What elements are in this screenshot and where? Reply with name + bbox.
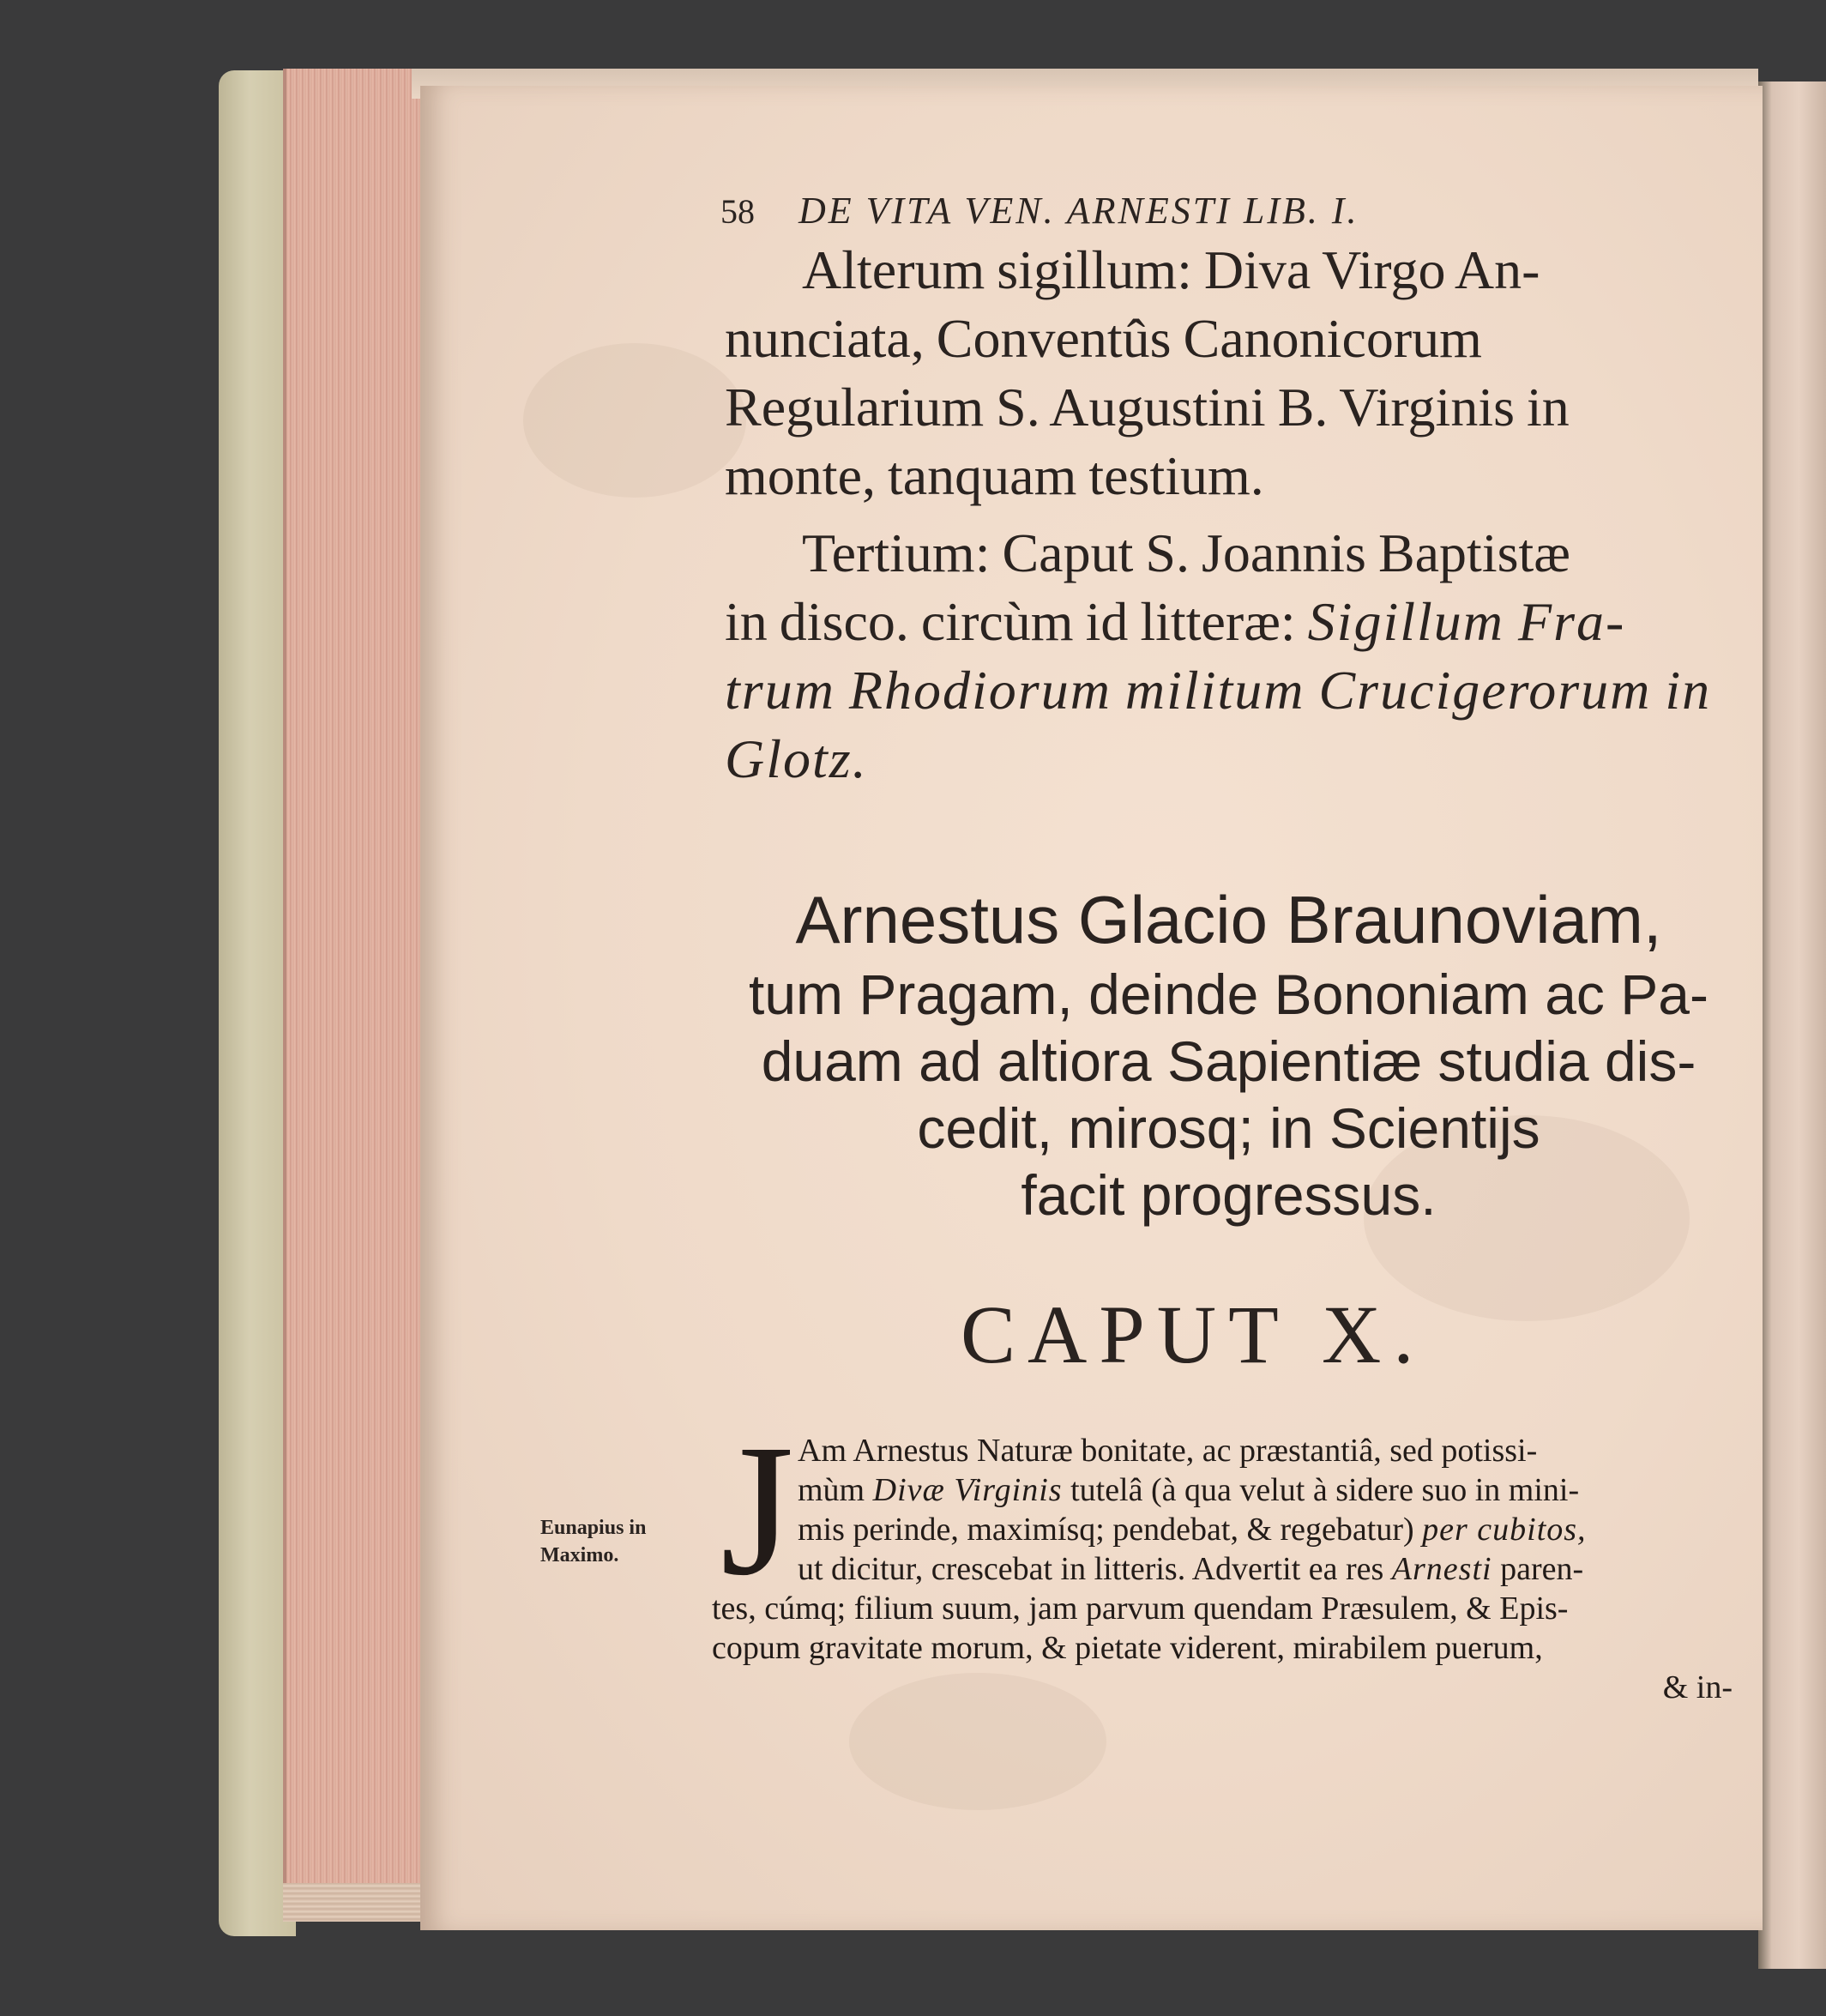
- marginal-note: [540, 1514, 669, 1569]
- text-line: monte, tanquam testium.: [725, 445, 1264, 506]
- text-italic: Arnesti: [1391, 1551, 1492, 1587]
- heading-line: facit progressus.: [1021, 1163, 1437, 1227]
- text-line: Tertium: Caput S. Joannis Baptistæ: [802, 522, 1570, 583]
- text-line: Alterum sigillum: Diva Virgo An-: [802, 239, 1540, 300]
- marginal-line: Eunapius in: [540, 1517, 647, 1539]
- heading-line: Arnestus Glacio Braunoviam,: [795, 882, 1662, 957]
- text-line: tes, cúmq; filium suum, jam parvum quendam Præsulem, & Epis-: [712, 1590, 1569, 1627]
- text-italic: Sigillum Fra-: [1307, 591, 1626, 652]
- text-line: Am Arnestus Naturæ bonitate, ac præstantiâ, sed potissi-: [798, 1433, 1538, 1469]
- catchword: & in-: [1662, 1669, 1733, 1705]
- text-roman: paren-: [1500, 1551, 1584, 1587]
- text-line: [798, 1510, 1587, 1549]
- text-line: [725, 588, 1625, 656]
- text-line: Regularium S. Augustini B. Virginis in: [725, 377, 1570, 438]
- heading-line: tum Pragam, deinde Bononiam ac Pa-: [749, 963, 1708, 1026]
- text-line: copum gravitate morum, & pietate viderent, mirabilem puerum,: [712, 1630, 1543, 1666]
- chapter-summary-heading: [725, 879, 1733, 1228]
- text-line: [798, 1470, 1579, 1510]
- text-roman: mùm: [798, 1472, 865, 1508]
- text-roman: mis perinde, maximísq; pendebat, & regebatur): [798, 1512, 1414, 1548]
- text-line: Glotz.: [725, 728, 868, 789]
- text-roman: tutelâ (à qua velut à sidere suo in mini-: [1070, 1472, 1580, 1508]
- text-italic: per cubitos,: [1422, 1512, 1587, 1548]
- marginal-line: Maximo.: [540, 1544, 619, 1566]
- heading-line: duam ad altiora Sapientiæ studia dis-: [761, 1029, 1696, 1093]
- text-roman: ut dicitur, crescebat in litteris. Advertit ea res: [798, 1551, 1384, 1587]
- text-line: nunciata, Conventûs Canonicorum: [725, 308, 1482, 369]
- chapter-title: CAPUT X.: [961, 1289, 1426, 1380]
- text-italic: Divæ Virginis: [872, 1472, 1063, 1508]
- running-head: [720, 189, 1733, 232]
- running-title: DE VITA VEN. ARNESTI LIB. I.: [798, 190, 1359, 232]
- heading-line: cedit, mirosq; in Scientijs: [917, 1096, 1540, 1160]
- text-line: [798, 1549, 1583, 1589]
- text-line: trum Rhodiorum militum Crucigerorum in: [725, 660, 1712, 721]
- text-roman: in disco. circùm id litteræ:: [725, 591, 1296, 652]
- page-number: 58: [720, 192, 755, 231]
- drop-capital: J: [720, 1405, 794, 1615]
